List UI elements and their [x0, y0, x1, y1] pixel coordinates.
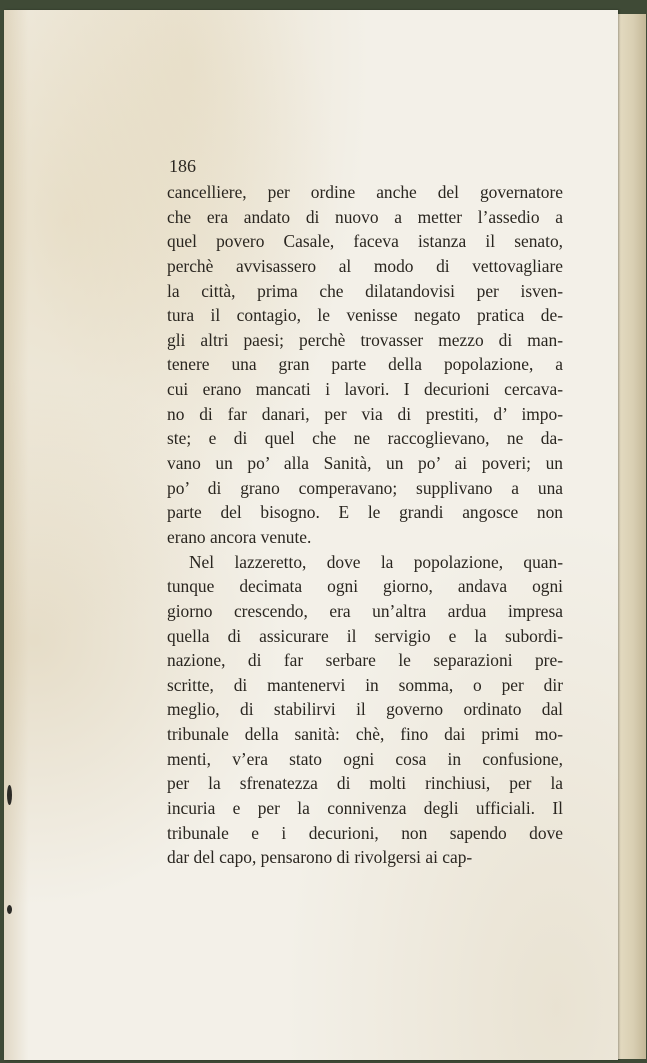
text-line: per la sfrenatezza di molti rinchiusi, per la	[167, 773, 563, 794]
text-line: tunque decimata ogni giorno, andava ogni	[167, 576, 563, 597]
text-line: che era andato di nuovo a metter l’assedio a	[167, 206, 563, 227]
paragraphs	[167, 180, 563, 870]
text-line: po’ di grano comperavano; supplivano a una	[167, 477, 563, 498]
page-number: 186	[169, 156, 196, 176]
text-line: gli altri paesi; perchè trovasser mezzo di man-	[167, 329, 563, 350]
text-line: vano un po’ alla Sanità, un po’ ai poveri; un	[167, 453, 563, 474]
text-line: incuria e per la connivenza degli ufficiali. Il	[167, 798, 563, 819]
text-line: parte del bisogno. E le grandi angosce non	[167, 502, 563, 523]
text-line: nazione, di far serbare le separazioni pre-	[167, 650, 563, 671]
text-line: la città, prima che dilatandovisi per isven-	[167, 280, 563, 301]
paragraph	[167, 550, 563, 870]
text-line: tura il contagio, le venisse negato pratica de-	[167, 305, 563, 326]
text-line: quel povero Casale, faceva istanza il senato,	[167, 231, 563, 252]
text-line: tenere una gran parte della popolazione, a	[167, 354, 563, 375]
text-line: Nel lazzeretto, dove la popolazione, quan-	[189, 551, 563, 572]
text-line: scritte, di mantenervi in somma, o per dir	[167, 674, 563, 695]
ink-spot	[7, 905, 12, 914]
paragraph	[167, 180, 563, 550]
text-line: no di far danari, per via di prestiti, d’ impo-	[167, 403, 563, 424]
text-line: erano ancora venute.	[167, 526, 312, 547]
text-line: cancelliere, per ordine anche del governatore	[167, 182, 563, 202]
page-text	[167, 152, 563, 870]
text-line: tribunale della sanità: chè, fino dai primi mo-	[167, 724, 563, 745]
text-line: tribunale e i decurioni, non sapendo dove	[167, 822, 563, 843]
text-line: ste; e di quel che ne raccoglievano, ne da-	[167, 428, 563, 449]
text-line: menti, v’era stato ogni cosa in confusione,	[167, 748, 563, 769]
text-line: dar del capo, pensarono di rivolgersi ai cap-	[167, 847, 473, 868]
text-line: meglio, di stabilirvi il governo ordinato dal	[167, 699, 563, 720]
ink-spot	[7, 785, 12, 805]
text-line: quella di assicurare il servigio e la subordi-	[167, 625, 563, 646]
text-line: cui erano mancati i lavori. I decurioni cercava-	[167, 379, 563, 400]
text-line: giorno crescendo, era un’altra ardua impresa	[167, 600, 563, 621]
text-line: perchè avvisassero al modo di vettovagliare	[167, 255, 563, 276]
